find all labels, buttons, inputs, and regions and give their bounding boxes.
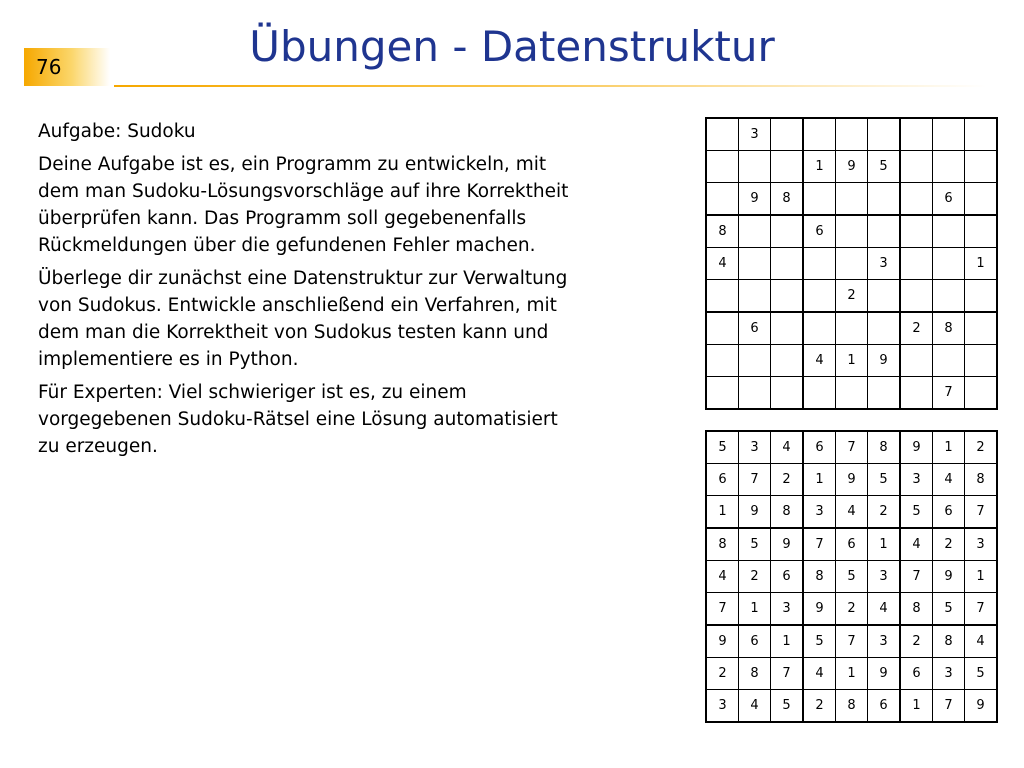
solution-cell: 6 (836, 528, 868, 561)
puzzle-cell (933, 248, 965, 280)
solution-cell: 9 (965, 690, 998, 723)
solution-cell: 2 (965, 431, 998, 464)
solution-row (706, 690, 997, 723)
solution-cell: 2 (739, 561, 771, 593)
slide-title-container (0, 22, 1024, 71)
solution-cell: 4 (739, 690, 771, 723)
puzzle-cell: 3 (868, 248, 901, 280)
solution-cell: 1 (739, 593, 771, 626)
solution-cell: 3 (771, 593, 804, 626)
solution-row (706, 431, 997, 464)
puzzle-cell (868, 312, 901, 345)
solution-cell: 6 (739, 625, 771, 658)
solution-row (706, 496, 997, 529)
puzzle-cell (706, 280, 739, 313)
solution-cell: 5 (900, 496, 933, 529)
solution-cell: 1 (836, 658, 868, 690)
solution-cell: 4 (706, 561, 739, 593)
solution-row (706, 625, 997, 658)
puzzle-cell (868, 377, 901, 410)
puzzle-cell (771, 312, 804, 345)
solution-cell: 5 (836, 561, 868, 593)
puzzle-row (706, 215, 997, 248)
solution-cell: 2 (836, 593, 868, 626)
puzzle-cell (965, 118, 998, 151)
puzzle-cell: 4 (706, 248, 739, 280)
puzzle-row (706, 280, 997, 313)
slide-number: 76 (36, 55, 62, 79)
solution-cell: 4 (900, 528, 933, 561)
task-text (38, 118, 638, 466)
puzzle-cell (739, 248, 771, 280)
solution-cell: 6 (706, 464, 739, 496)
puzzle-cell (868, 215, 901, 248)
puzzle-cell: 9 (836, 151, 868, 183)
puzzle-cell (965, 215, 998, 248)
puzzle-cell (900, 280, 933, 313)
solution-cell: 7 (965, 593, 998, 626)
solution-cell: 5 (803, 625, 836, 658)
puzzle-row (706, 183, 997, 216)
solution-row (706, 593, 997, 626)
puzzle-cell (739, 151, 771, 183)
puzzle-cell (771, 345, 804, 377)
solution-cell: 1 (868, 528, 901, 561)
solution-cell: 1 (803, 464, 836, 496)
solution-cell: 3 (706, 690, 739, 723)
solution-cell: 6 (900, 658, 933, 690)
solution-cell: 8 (803, 561, 836, 593)
solution-cell: 8 (868, 431, 901, 464)
solution-cell: 3 (868, 625, 901, 658)
solution-cell: 8 (771, 496, 804, 529)
puzzle-row (706, 151, 997, 183)
puzzle-cell (868, 280, 901, 313)
solution-cell: 5 (868, 464, 901, 496)
puzzle-cell (836, 377, 868, 410)
puzzle-cell (739, 215, 771, 248)
task-heading: Aufgabe: Sudoku (38, 121, 196, 142)
puzzle-cell (706, 183, 739, 216)
task-paragraph-3: Für Experten: Viel schwieriger ist es, zu einem vorgegebenen Sudoku-Rätsel eine Lösung automatisiert zu erzeugen. (38, 382, 558, 457)
sudoku-puzzle-grid (705, 117, 998, 410)
puzzle-cell (706, 377, 739, 410)
puzzle-row (706, 312, 997, 345)
puzzle-row (706, 118, 997, 151)
puzzle-cell (771, 377, 804, 410)
puzzle-cell (836, 215, 868, 248)
solution-cell: 9 (836, 464, 868, 496)
solution-cell: 4 (803, 658, 836, 690)
puzzle-cell (933, 280, 965, 313)
solution-cell: 8 (836, 690, 868, 723)
solution-cell: 4 (836, 496, 868, 529)
puzzle-cell: 6 (803, 215, 836, 248)
solution-cell: 8 (739, 658, 771, 690)
solution-cell: 2 (771, 464, 804, 496)
puzzle-cell (933, 118, 965, 151)
puzzle-cell: 1 (836, 345, 868, 377)
puzzle-cell (739, 345, 771, 377)
puzzle-cell (965, 312, 998, 345)
puzzle-cell (706, 151, 739, 183)
puzzle-cell (900, 183, 933, 216)
solution-cell: 5 (706, 431, 739, 464)
solution-cell: 8 (965, 464, 998, 496)
solution-cell: 1 (706, 496, 739, 529)
solution-cell: 7 (739, 464, 771, 496)
solution-cell: 3 (868, 561, 901, 593)
solution-cell: 4 (868, 593, 901, 626)
puzzle-cell: 8 (933, 312, 965, 345)
solution-cell: 5 (965, 658, 998, 690)
solution-cell: 1 (933, 431, 965, 464)
puzzle-cell (771, 248, 804, 280)
puzzle-cell (965, 151, 998, 183)
solution-cell: 9 (803, 593, 836, 626)
puzzle-cell: 6 (739, 312, 771, 345)
puzzle-cell (900, 248, 933, 280)
solution-cell: 4 (965, 625, 998, 658)
puzzle-cell (836, 312, 868, 345)
puzzle-cell (739, 377, 771, 410)
solution-row (706, 464, 997, 496)
puzzle-cell (706, 345, 739, 377)
puzzle-cell (933, 215, 965, 248)
puzzle-cell (706, 312, 739, 345)
solution-cell: 6 (933, 496, 965, 529)
solution-cell: 9 (933, 561, 965, 593)
puzzle-cell (803, 248, 836, 280)
puzzle-cell (771, 151, 804, 183)
solution-cell: 7 (771, 658, 804, 690)
puzzle-cell (706, 118, 739, 151)
puzzle-row (706, 345, 997, 377)
puzzle-cell: 1 (965, 248, 998, 280)
puzzle-cell (803, 312, 836, 345)
puzzle-cell: 2 (900, 312, 933, 345)
puzzle-cell (965, 377, 998, 410)
puzzle-cell (965, 183, 998, 216)
task-paragraph-2: Überlege dir zunächst eine Datenstruktur zur Verwaltung von Sudokus. Entwickle anschließend ein Verfahren, mit dem man die Korrektheit von Sudokus testen kann und implementiere es in Python. (38, 268, 568, 370)
puzzle-cell: 1 (803, 151, 836, 183)
puzzle-cell: 6 (933, 183, 965, 216)
puzzle-cell: 9 (868, 345, 901, 377)
sudoku-solution-grid (705, 430, 998, 723)
slide-title: Übungen - Datenstruktur (249, 22, 775, 71)
puzzle-cell (868, 183, 901, 216)
solution-cell: 9 (739, 496, 771, 529)
puzzle-cell: 8 (706, 215, 739, 248)
puzzle-cell (836, 118, 868, 151)
solution-cell: 7 (836, 625, 868, 658)
puzzle-cell: 9 (739, 183, 771, 216)
puzzle-cell (965, 280, 998, 313)
solution-cell: 9 (900, 431, 933, 464)
puzzle-cell (933, 151, 965, 183)
solution-cell: 7 (706, 593, 739, 626)
solution-cell: 1 (771, 625, 804, 658)
solution-cell: 2 (868, 496, 901, 529)
puzzle-cell (836, 183, 868, 216)
puzzle-cell (803, 118, 836, 151)
puzzle-cell (868, 118, 901, 151)
puzzle-cell (836, 248, 868, 280)
solution-cell: 1 (900, 690, 933, 723)
puzzle-cell (965, 345, 998, 377)
solution-cell: 3 (739, 431, 771, 464)
puzzle-cell (900, 151, 933, 183)
solution-cell: 7 (933, 690, 965, 723)
solution-cell: 7 (836, 431, 868, 464)
puzzle-cell (900, 118, 933, 151)
puzzle-cell (771, 118, 804, 151)
solution-cell: 2 (706, 658, 739, 690)
solution-row (706, 561, 997, 593)
puzzle-cell (771, 280, 804, 313)
solution-cell: 9 (868, 658, 901, 690)
solution-cell: 5 (771, 690, 804, 723)
puzzle-cell (803, 377, 836, 410)
puzzle-cell (900, 377, 933, 410)
solution-cell: 7 (965, 496, 998, 529)
solution-cell: 2 (900, 625, 933, 658)
solution-cell: 1 (965, 561, 998, 593)
solution-cell: 3 (803, 496, 836, 529)
puzzle-cell (803, 183, 836, 216)
puzzle-cell: 8 (771, 183, 804, 216)
solution-row (706, 528, 997, 561)
puzzle-cell: 2 (836, 280, 868, 313)
puzzle-cell (900, 215, 933, 248)
puzzle-cell (739, 280, 771, 313)
solution-cell: 6 (803, 431, 836, 464)
puzzle-cell (771, 215, 804, 248)
solution-cell: 8 (706, 528, 739, 561)
puzzle-row (706, 377, 997, 410)
solution-cell: 8 (933, 625, 965, 658)
solution-cell: 3 (900, 464, 933, 496)
solution-cell: 7 (803, 528, 836, 561)
solution-cell: 4 (933, 464, 965, 496)
solution-row (706, 658, 997, 690)
puzzle-cell: 5 (868, 151, 901, 183)
puzzle-cell: 4 (803, 345, 836, 377)
solution-cell: 9 (706, 625, 739, 658)
puzzle-cell (933, 345, 965, 377)
title-underline (114, 85, 986, 87)
solution-cell: 3 (933, 658, 965, 690)
solution-cell: 2 (803, 690, 836, 723)
solution-cell: 6 (868, 690, 901, 723)
solution-cell: 6 (771, 561, 804, 593)
task-paragraph-1: Deine Aufgabe ist es, ein Programm zu entwickeln, mit dem man Sudoku-Lösungsvorschläge auf ihre Korrektheit überprüfen kann. Das Programm soll gegebenenfalls Rückmeldungen über die gefundenen Fehler machen. (38, 154, 569, 256)
puzzle-cell: 3 (739, 118, 771, 151)
solution-cell: 3 (965, 528, 998, 561)
solution-cell: 7 (900, 561, 933, 593)
solution-cell: 8 (900, 593, 933, 626)
puzzle-row (706, 248, 997, 280)
solution-cell: 4 (771, 431, 804, 464)
solution-cell: 5 (933, 593, 965, 626)
puzzle-cell (803, 280, 836, 313)
solution-cell: 2 (933, 528, 965, 561)
solution-cell: 5 (739, 528, 771, 561)
solution-cell: 9 (771, 528, 804, 561)
puzzle-cell: 7 (933, 377, 965, 410)
puzzle-cell (900, 345, 933, 377)
